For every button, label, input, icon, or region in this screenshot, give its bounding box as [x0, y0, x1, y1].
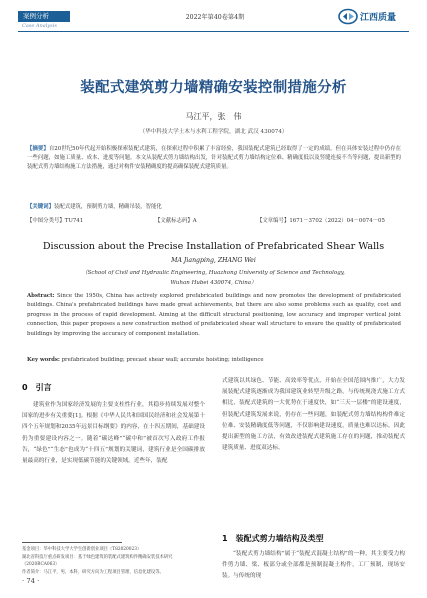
english-affiliation-line1: （School of Civil and Hydraulic Engineering, Huazhong University of Science and Technology, — [82, 270, 345, 276]
keywords-text: 装配式建筑，预制剪力墙，精确吊装，智能化 — [53, 204, 162, 210]
logo-text: 江西质量 — [360, 13, 397, 23]
chinese-abstract — [27, 145, 401, 173]
footnote-bio: 作者简介：马江平，男，本科，研究方向为工程项目管理、信息化建设等。 — [22, 569, 164, 575]
section-1-paragraph: “装配式剪力墙结构”属于“装配式混凝土结构”的一种，其主要受力构件剪力墙、梁、板部分或全部都是预制混凝土构件，工厂预制，现场安装。与传统的现 — [222, 551, 405, 580]
english-abstract-label: Abstract: — [27, 293, 55, 299]
article-id: 【文章编号】1671－3702（2022）04－0074－05 — [257, 218, 385, 224]
journal-issue: 2022年第40卷第4期 — [185, 14, 245, 21]
intro-paragraph: 建筑业作为国家经济发展的主要支柱性行业，其稳步持续发展对整个国家的进步有关重要[1]。根据《中华人民共和国国民经济和社会发展第十四个五年规划和2035年远景目标纲要》的内容，在十四五期间，基础建设仍为重要建设内容之一。随着“碳达峰”“碳中和”被首次写入政府工作报告，“绿色”“生态”也成为“十四五”规划的关键词，建筑行业是全国碳排放量最高的行业，是实现低碳节能的关键领域。近些年，装配 — [22, 402, 205, 465]
journal-logo-icon — [337, 7, 405, 26]
footnote-fund: 基金项目：华中科技大学大学生创新创业项目（T82020023） — [22, 547, 142, 552]
footnote — [22, 546, 205, 576]
article-title: 装配式建筑剪力墙精确安装控制措施分析 — [80, 80, 347, 96]
page-number: · 74 · — [22, 577, 40, 585]
footnote-rule — [22, 542, 122, 543]
english-keywords-text: prefabricated building; precast shear wall; accurate hoisting; intelligence — [61, 357, 264, 363]
journal-logo — [337, 7, 405, 26]
section-tag: 案例分析 — [18, 11, 70, 22]
authors: 马江平，张 伟 — [185, 112, 242, 121]
footnote-fund-2: 湖北省科技厅重点研发项目：基于绿色建筑的装配式建筑构件精确安装技术研究（2020BCA063） — [22, 554, 173, 568]
section-heading-1: 1 装配式剪力墙结构及类型 — [222, 534, 324, 543]
english-abstract — [27, 292, 401, 339]
right-column-paragraph: 式建筑以其绿色、节能、高效率等优点，开始在全国范围内推广，大力发展装配式建筑逐渐成为我国建筑业转型升级之路，与传统现浇式施工方式相比，装配式建筑的一大优势在于速度快，如“三天一层楼”的建设速度，但装配式建筑发展来说，仍存在一些问题，如装配式剪力墙结构构件难定位难、安装精确度低等问题，不仅影响建设速度，质量也难以达标。因此提出新型的施工方法，有效改进装配式建筑施工存在的问题，推动装配式建筑质量、进度双达标。 — [222, 378, 405, 452]
section-tag-english: Case Analysis — [22, 23, 57, 29]
english-affiliation-line2: Wuhan Hubei 430074, China） — [170, 280, 257, 286]
english-title: Discussion about the Precise Installation of Prefabricated Shear Walls — [42, 241, 385, 252]
chinese-keywords — [27, 202, 401, 210]
abstract-label: 【摘要】 — [27, 146, 49, 152]
english-authors: MA Jiangping, ZHANG Wei — [171, 257, 256, 264]
keywords-label: 【关键词】 — [27, 204, 54, 210]
english-keywords-label: Key words: — [27, 357, 60, 363]
header-rule — [18, 31, 409, 32]
abstract-text: 自20世纪50年代起开始积极探索装配式建筑，在探索过程中积累了丰富经验，我国装配式建筑已经取得了一定的成绩，但在具体安装过程中仍存在一些问题，如施工质量、成本、进度等问题。本文从装配式剪力墙结构出发，针对装配式剪力墙结构定位难、精确度低以及竖缝连接不当等问题，提出新型的装配式剪力墙结构施工方法措施，通过对构件安装精确度的提高确保装配式建筑质量。 — [27, 146, 401, 171]
document-code: 【文献标志码】A — [155, 218, 197, 224]
section-heading-intro: 0 引言 — [22, 383, 52, 392]
english-keywords — [27, 357, 401, 363]
clc-number: 【中图分类号】TU741 — [27, 218, 84, 224]
english-abstract-text: Since the 1950s, China has actively explored prefabricated buildings and now promotes the development of prefabricated buildings. China's prefabricated buildings have made great achievements, but there are also some problems such as quality, cost and progress in the process of rapid development. Aiming at the difficult structural positioning, low accuracy and improper vertical joint connection, this paper proposes a new construction method of prefabricated shear wall structure to ensure the quality of prefabricated buildings by improving the accuracy of component installation. — [27, 293, 401, 337]
affiliation: （华中科技大学土木与水利工程学院，湖北 武汉 430074） — [139, 129, 288, 135]
